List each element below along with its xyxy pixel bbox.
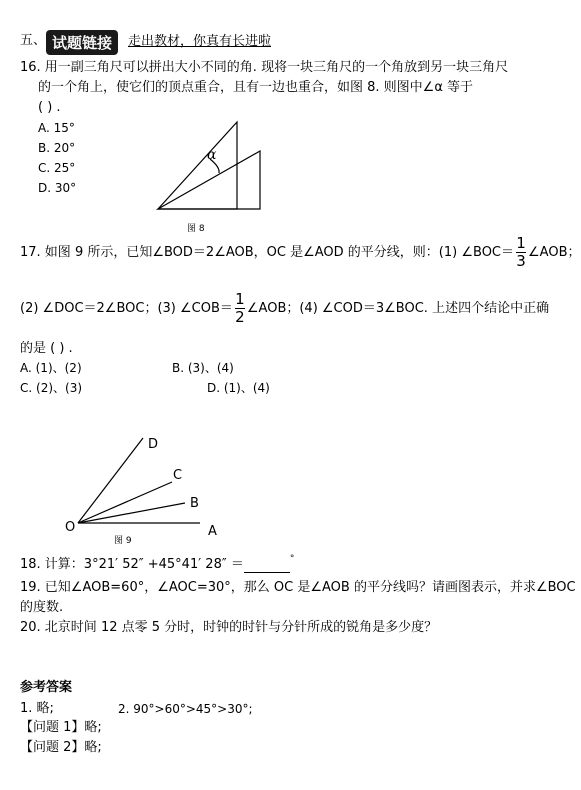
figure-9-label-a: A	[208, 524, 217, 539]
q19-line2: 的度数.	[20, 600, 64, 615]
q18-expression: 18. 计算：3°21′ 52″ +45°41′ 28″ ＝	[20, 557, 244, 572]
figure-9-label-b: B	[190, 496, 199, 511]
q17-line2-pre: (2) ∠DOC＝2∠BOC；(3) ∠COB＝	[20, 300, 233, 316]
answers-line1-b: 2. 90°>60°>45°>30°;	[118, 702, 253, 716]
q18-line	[20, 554, 295, 573]
q17-line2	[20, 291, 549, 326]
q16-option-a: A. 15°	[38, 121, 75, 135]
figure-9-label-o: O	[65, 520, 76, 535]
q17-fraction-1-3	[516, 235, 526, 270]
section-number: 五、	[20, 33, 47, 48]
q17-line1-pre: 17. 如图 9 所示，已知∠BOD＝2∠AOB，OC 是∠AOD 的平分线，则：(1) ∠BOC＝	[20, 244, 515, 260]
ray-ob	[78, 503, 185, 523]
q17-fraction-1-2	[235, 291, 245, 326]
q16-option-d: D. 30°	[38, 181, 77, 195]
q19-line1: 19. 已知∠AOB=60°，∠AOC=30°，那么 OC 是∠AOB 的平分线吗？请画图表示，并求∠BOC	[20, 580, 576, 595]
q17-option-c: C. (2)、(3)	[20, 381, 83, 395]
q16-option-b: B. 20°	[38, 141, 76, 155]
q16-line1: 16. 用一副三角尺可以拼出大小不同的角. 现将一块三角尺的一个角放到另一块三角尺	[20, 60, 509, 75]
q17-fraction-1-2-numerator: 1	[235, 290, 245, 308]
q17-fraction-1-3-denominator: 3	[516, 252, 526, 270]
ray-od	[78, 438, 143, 523]
q17-option-a: A. (1)、(2)	[20, 361, 82, 375]
q20-line1: 20. 北京时间 12 点零 5 分时，时钟的时针与分针所成的锐角是多少度？	[20, 620, 438, 635]
q18-degree-symbol: °	[289, 554, 295, 564]
ray-oc	[78, 482, 172, 523]
answers-line1-a: 1. 略;	[20, 701, 54, 716]
section-subtitle: 走出教材，你真有长进啦	[128, 34, 272, 49]
answers-line3: 【问题 2】略;	[20, 740, 102, 755]
q17-line1-post: ∠AOB；	[528, 244, 581, 260]
q17-line2-post: ∠AOB；(4) ∠COD＝3∠BOC. 上述四个结论中正确	[246, 300, 550, 316]
q18-answer-blank	[244, 560, 290, 573]
figure-8-triangles	[150, 115, 270, 220]
figure-9-angles	[60, 430, 230, 540]
answers-heading: 参考答案	[20, 680, 73, 695]
q16-option-c: C. 25°	[38, 161, 76, 175]
triangle-large	[158, 122, 237, 209]
q17-option-b: B. (3)、(4)	[172, 361, 234, 375]
answers-line2: 【问题 1】略;	[20, 720, 102, 735]
figure-9-label-d: D	[148, 437, 159, 452]
q17-fraction-1-2-denominator: 2	[235, 308, 245, 326]
q17-line1	[20, 235, 581, 270]
figure-8-alpha-label: α	[207, 147, 217, 163]
q16-line2: 的一个角上，使它们的顶点重合，且有一边也重合，如图 8. 则图中∠α 等于	[38, 80, 474, 95]
figure-9-caption: 图 9	[114, 536, 132, 546]
figure-9-label-c: C	[173, 468, 183, 483]
q17-fraction-1-3-numerator: 1	[516, 234, 526, 252]
q17-line3: 的是 ( ) .	[20, 341, 73, 356]
q17-option-d: D. (1)、(4)	[207, 381, 270, 395]
section-tag: 试题链接	[46, 30, 118, 55]
figure-8-caption: 图 8	[187, 224, 205, 234]
q16-line3: ( ) .	[38, 100, 61, 115]
